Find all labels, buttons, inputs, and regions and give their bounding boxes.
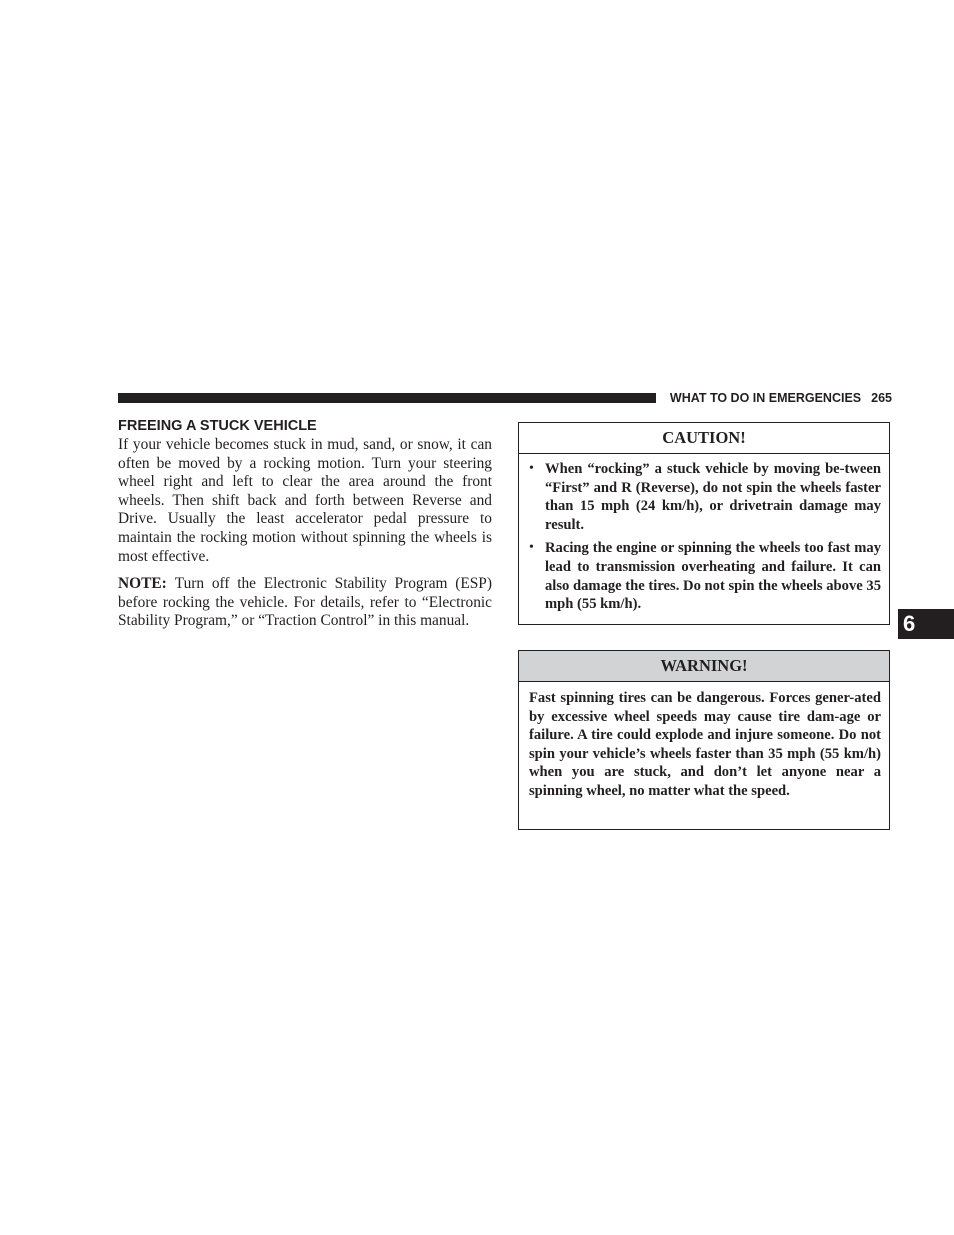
caution-bullet <box>529 539 881 613</box>
header-section-title: WHAT TO DO IN EMERGENCIES <box>669 391 862 405</box>
header-rule <box>118 393 656 403</box>
caution-title: CAUTION! <box>519 423 889 454</box>
chapter-tab <box>898 609 954 639</box>
note-label: NOTE: <box>118 575 167 593</box>
note-text: Turn off the Electronic Stability Program (ESP) before rocking the vehicle. For details, refer to “Electronic Stability Program,” or “Traction Control” in this manual. <box>118 575 492 630</box>
bullet-dot-icon: • <box>529 540 534 556</box>
body-paragraph: If your vehicle becomes stuck in mud, sand, or snow, it can often be moved by a rocking motion. Turn your steering wheel right and left to clear the area around the front wheels. Then shift back and forth between Reverse and Drive. Usually the least accelerator pedal pressure to maintain the rocking motion without spinning the wheels is most effective. <box>118 436 492 565</box>
caution-bullet-text: When “rocking” a stuck vehicle by moving be-tween “First” and R (Reverse), do not spin the wheels faster than 15 mph (24 km/h), or drivetrain damage may result. <box>545 461 881 533</box>
section-title: FREEING A STUCK VEHICLE <box>118 418 317 434</box>
note-paragraph <box>118 575 492 631</box>
warning-title: WARNING! <box>519 651 889 682</box>
caution-bullet <box>529 460 881 534</box>
left-column <box>118 416 492 631</box>
caution-bullet-text: Racing the engine or spinning the wheels too fast may lead to transmission overheating and failure. It can also damage the tires. Do not spin the wheels above 35 mph (55 km/h). <box>545 540 881 613</box>
warning-box <box>518 650 890 830</box>
warning-body <box>519 682 889 801</box>
bullet-dot-icon: • <box>529 461 534 476</box>
caution-box <box>518 422 890 625</box>
page-number: 265 <box>871 391 892 405</box>
running-header <box>664 390 892 406</box>
chapter-number: 6 <box>903 611 916 636</box>
warning-text: Fast spinning tires can be dangerous. Forces gener-ated by excessive wheel speeds may cause tire dam-age or failure. A tire could explode and injure someone. Do not spin your vehicle’s wheels faster than 35 mph (55 km/h) when you are stuck, and don’t let anyone near a spinning wheel, no matter what the speed. <box>529 690 881 799</box>
caution-body <box>519 454 889 614</box>
